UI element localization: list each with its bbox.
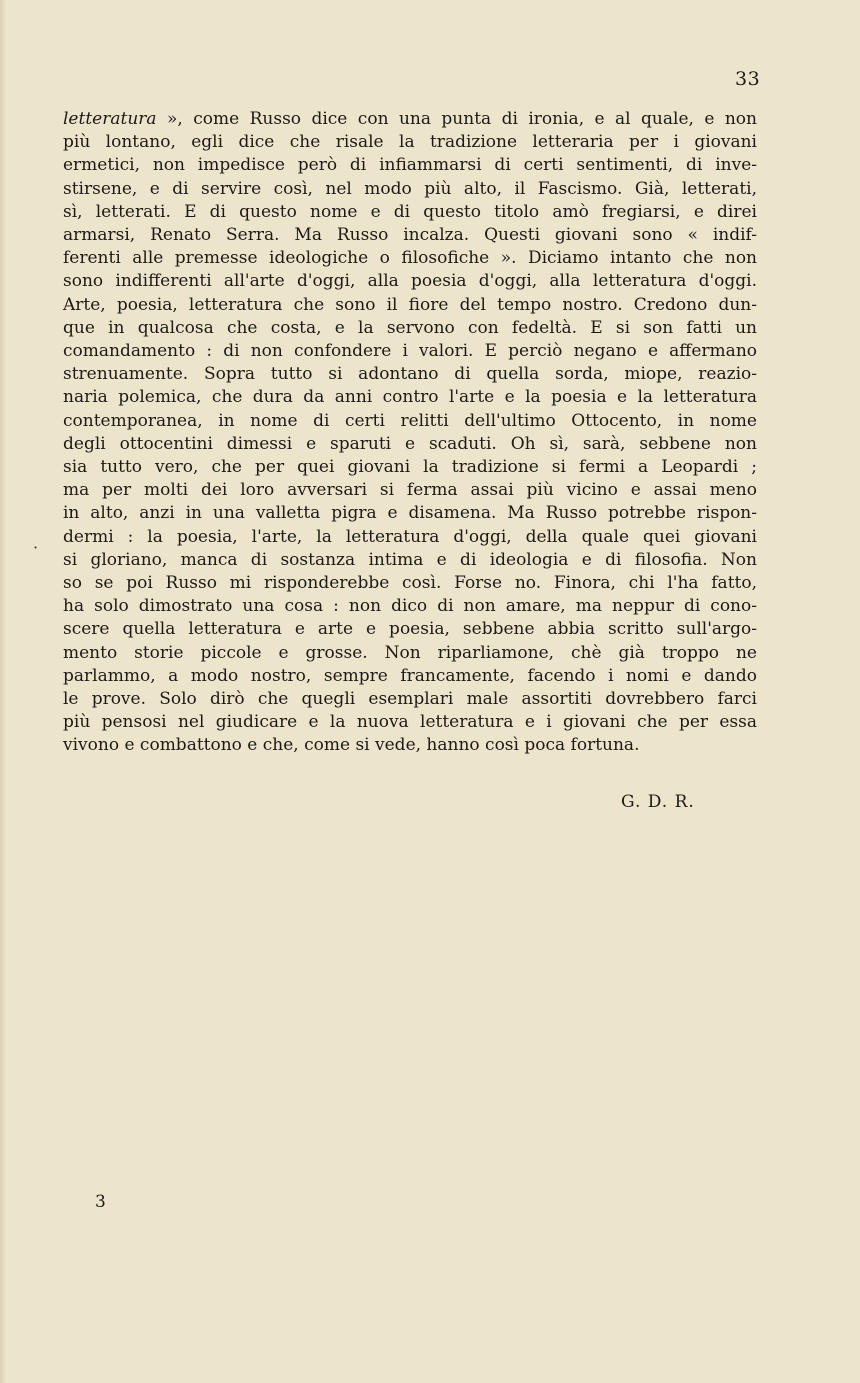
text-line: in alto, anzi in una valletta pigra e disamena. Ma Russo potrebbe rispon- <box>63 503 757 524</box>
text-line: più pensosi nel giudicare e la nuova letteratura e i giovani che per essa <box>63 712 757 733</box>
text-line: degli ottocentini dimessi e sparuti e scaduti. Oh sì, sarà, sebbene non <box>63 433 757 454</box>
text-line: sì, letterati. E di questo nome e di questo titolo amò fregiarsi, e direi <box>63 201 757 222</box>
text-line: vivono e combattono e che, come si vede, hanno così poca fortuna. <box>63 735 640 756</box>
page-number: 33 <box>735 68 761 90</box>
text-line: naria polemica, che dura da anni contro l'arte e la poesia e la letteratura <box>63 387 757 408</box>
text-line: ma per molti dei loro avversari si ferma assai più vicino e assai meno <box>63 480 757 501</box>
text-line: strenuamente. Sopra tutto si adontano di quella sorda, miope, reazio- <box>63 364 757 385</box>
text-line: dermi : la poesia, l'arte, la letteratura d'oggi, della quale quei giovani <box>63 526 757 547</box>
text-line: scere quella letteratura e arte e poesia, sebbene abbia scritto sull'argo- <box>63 619 757 640</box>
printer-signature-mark: 3 <box>95 1192 106 1212</box>
text-line: parlammo, a modo nostro, sempre francamente, facendo i nomi e dando <box>63 665 757 686</box>
author-signature: G. D. R. <box>621 792 695 812</box>
text-line: ferenti alle premesse ideologiche o filosofiche ». Diciamo intanto che non <box>63 248 757 269</box>
text-line: sono indifferenti all'arte d'oggi, alla poesia d'oggi, alla letteratura d'oggi. <box>63 271 757 292</box>
text-line <box>63 108 757 131</box>
first-word: letteratura <box>63 109 157 129</box>
text-line-rest: », come Russo dice con una punta di ironia, e al quale, e non <box>156 109 757 129</box>
page-edge <box>0 0 6 1383</box>
text-line: si gloriano, manca di sostanza intima e di ideologia e di filosofia. Non <box>63 549 757 570</box>
text-line: so se poi Russo mi risponderebbe così. Forse no. Finora, chi l'ha fatto, <box>63 573 757 594</box>
text-line: ha solo dimostrato una cosa : non dico di non amare, ma neppur di cono- <box>63 596 757 617</box>
text-line: contemporanea, in nome di certi relitti dell'ultimo Ottocento, in nome <box>63 410 757 431</box>
article-body <box>63 108 757 758</box>
text-line: mento storie piccole e grosse. Non riparliamone, chè già troppo ne <box>63 642 757 663</box>
text-line: più lontano, egli dice che risale la tradizione letteraria per i giovani <box>63 132 757 153</box>
text-line: armarsi, Renato Serra. Ma Russo incalza. Questi giovani sono « indif- <box>63 225 757 246</box>
text-line: ermetici, non impedisce però di infiammarsi di certi sentimenti, di inve- <box>63 155 757 176</box>
text-line: Arte, poesia, letteratura che sono il fiore del tempo nostro. Credono dun- <box>63 294 757 315</box>
text-line: que in qualcosa che costa, e la servono con fedeltà. E si son fatti un <box>63 317 757 338</box>
text-line: le prove. Solo dirò che quegli esemplari male assortiti dovrebbero farci <box>63 689 757 710</box>
text-line: stirsene, e di servire così, nel modo più alto, il Fascismo. Già, letterati, <box>63 178 757 199</box>
text-line: comandamento : di non confondere i valori. E perciò negano e affermano <box>63 341 757 362</box>
margin-dot: · <box>33 538 39 557</box>
text-line: sia tutto vero, che per quei giovani la tradizione si fermi a Leopardi ; <box>63 457 757 478</box>
